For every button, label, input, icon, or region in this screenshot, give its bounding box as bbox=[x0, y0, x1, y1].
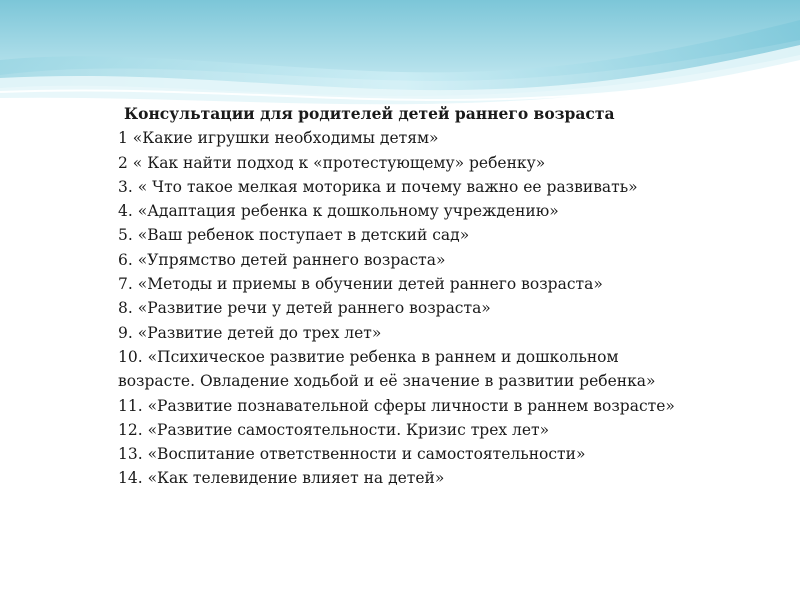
consultation-list bbox=[118, 102, 758, 491]
list-item: 12. «Развитие самостоятельности. Кризис трех лет» bbox=[118, 420, 550, 439]
list-title: Консультации для родителей детей раннего возраста bbox=[124, 104, 615, 123]
list-item: 5. «Ваш ребенок поступает в детский сад» bbox=[118, 226, 470, 245]
list-item: 6. «Упрямство детей раннего возраста» bbox=[118, 250, 446, 269]
list-item: 13. «Воспитание ответственности и самостоятельности» bbox=[118, 445, 586, 464]
list-item: 1 «Какие игрушки необходимы детям» bbox=[118, 129, 439, 148]
list-item: 10. «Психическое развитие ребенка в раннем и дошкольном bbox=[118, 347, 619, 366]
list-item: 4. «Адаптация ребенка к дошкольному учреждению» bbox=[118, 202, 559, 221]
list-item: 3. « Что такое мелкая моторика и почему важно ее развивать» bbox=[118, 177, 638, 196]
list-item: 9. «Развитие детей до трех лет» bbox=[118, 323, 382, 342]
list-item-continuation: возрасте. Овладение ходьбой и её значение в развитии ребенка» bbox=[118, 372, 656, 391]
list-item: 14. «Как телевидение влияет на детей» bbox=[118, 469, 445, 488]
list-item: 8. «Развитие речи у детей раннего возраста» bbox=[118, 299, 491, 318]
list-item: 7. «Методы и приемы в обучении детей раннего возраста» bbox=[118, 275, 603, 294]
list-item: 11. «Развитие познавательной сферы личности в раннем возрасте» bbox=[118, 396, 675, 415]
header-wave-decoration bbox=[0, 0, 800, 110]
list-item: 2 « Как найти подход к «протестующему» ребенку» bbox=[118, 153, 546, 172]
